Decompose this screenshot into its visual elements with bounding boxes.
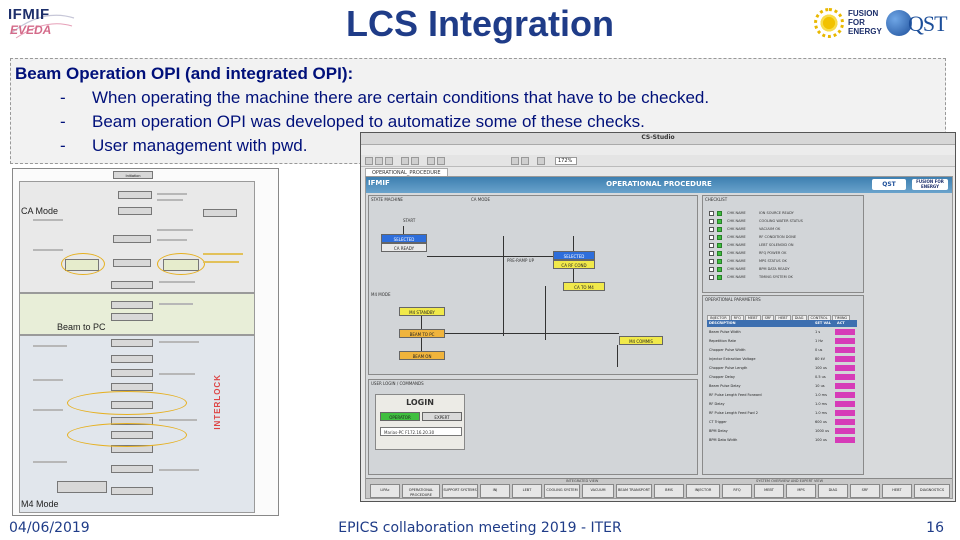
cs-studio-window-title: CS-Studio bbox=[641, 134, 675, 141]
f4e-logo-text: FUSION FOR ENERGY bbox=[848, 9, 882, 36]
state-ca-ready[interactable]: CA READY bbox=[381, 243, 427, 252]
state-m4-standby[interactable]: M4 STANDBY bbox=[399, 307, 445, 316]
check-desc: ION SOURCE READY bbox=[759, 211, 794, 215]
flowchart-note bbox=[157, 229, 193, 231]
parameter-row bbox=[707, 436, 857, 445]
nav-tab-mps[interactable]: MPS bbox=[786, 484, 816, 498]
param-alarm-indicator bbox=[835, 428, 855, 434]
content-heading: Beam Operation OPI (and integrated OPI): bbox=[15, 64, 354, 83]
flowchart-note bbox=[157, 199, 183, 201]
checklist-row bbox=[709, 226, 839, 234]
f4e-sun-icon bbox=[814, 8, 844, 38]
param-alarm-indicator bbox=[835, 392, 855, 398]
check-desc: BPM DATA READY bbox=[759, 267, 790, 271]
bullet-marker: - bbox=[60, 88, 66, 107]
flowchart-note bbox=[159, 373, 195, 375]
flowchart-note bbox=[203, 253, 243, 255]
flowchart-beam-to-pc-label: Beam to PC bbox=[57, 322, 106, 332]
nav-tab-injector[interactable]: INJECTOR bbox=[686, 484, 720, 498]
qst-logo-text: QST bbox=[908, 11, 947, 36]
check-name: CHK NAME bbox=[727, 219, 746, 223]
checklist-row bbox=[709, 266, 839, 274]
state-ca-rf-cond[interactable]: CA RF COND bbox=[553, 260, 595, 269]
state-wire bbox=[545, 286, 546, 340]
footer-page-number: 16 bbox=[926, 520, 944, 536]
param-alarm-indicator bbox=[835, 347, 855, 353]
state-machine-panel bbox=[368, 195, 698, 375]
flowchart-note bbox=[157, 239, 187, 241]
checklist-row bbox=[709, 210, 839, 218]
toolbar-button[interactable] bbox=[375, 157, 383, 165]
nav-tab-rfq[interactable]: RFQ bbox=[722, 484, 752, 498]
parameter-row bbox=[707, 391, 857, 400]
state-machine-label: STATE MACHINE bbox=[371, 197, 403, 202]
flowchart-highlight bbox=[157, 253, 205, 275]
param-value[interactable]: 100 us bbox=[815, 366, 827, 370]
nav-tab-operational-procedure[interactable]: OPERATIONAL PROCEDURE bbox=[402, 484, 440, 498]
param-alarm-indicator bbox=[835, 410, 855, 416]
bullet-marker: - bbox=[60, 136, 66, 155]
status-led-icon bbox=[717, 267, 722, 272]
parameter-row bbox=[707, 427, 857, 436]
parameter-row bbox=[707, 400, 857, 409]
expert-button[interactable]: EXPERT bbox=[422, 412, 462, 421]
footer-date: 04/06/2019 bbox=[9, 520, 90, 536]
status-led-icon bbox=[717, 275, 722, 280]
param-name: Repetition Rate bbox=[709, 339, 736, 343]
toolbar-button[interactable] bbox=[401, 157, 409, 165]
check-name: CHK NAME bbox=[727, 227, 746, 231]
nav-tab-bms[interactable]: BMS bbox=[654, 484, 684, 498]
login-title: LOGIN bbox=[406, 398, 434, 407]
status-led-icon bbox=[717, 211, 722, 216]
param-tab[interactable]: SRF bbox=[762, 315, 775, 322]
param-value[interactable]: 10 us bbox=[815, 384, 825, 388]
state-m4-commission[interactable]: M4 COMMIS bbox=[619, 336, 663, 345]
checklist-row bbox=[709, 250, 839, 258]
operator-button[interactable]: OPERATOR bbox=[380, 412, 420, 421]
flowchart-step-box bbox=[118, 191, 152, 199]
user-login-panel bbox=[368, 379, 698, 475]
nav-tab-cooling-system[interactable]: COOLING SYSTEM bbox=[544, 484, 580, 498]
checkbox[interactable] bbox=[709, 219, 714, 224]
param-value[interactable]: 1.0 ms bbox=[815, 402, 827, 406]
flowchart-step-box bbox=[113, 235, 151, 243]
bullet-text: User management with pwd. bbox=[92, 136, 308, 155]
opi-qst-logo: QST bbox=[872, 179, 906, 190]
param-name: Chopper Delay bbox=[709, 375, 735, 379]
flowchart-note bbox=[33, 219, 63, 221]
checklist-row bbox=[709, 274, 839, 282]
flowchart-note bbox=[159, 419, 197, 421]
param-header-val: SET VAL bbox=[815, 321, 831, 325]
flowchart-note bbox=[159, 341, 199, 343]
nav-tab-diagnostics[interactable]: DIAGNOSTICS bbox=[914, 484, 950, 498]
nav-tab-support-systems[interactable]: SUPPORT SYSTEMS bbox=[442, 484, 478, 498]
checkbox[interactable] bbox=[709, 211, 714, 216]
param-alarm-indicator bbox=[835, 419, 855, 425]
param-tab[interactable]: MEBT bbox=[745, 315, 761, 322]
param-value[interactable]: 1 Hz bbox=[815, 339, 823, 343]
param-value[interactable]: 80 kV bbox=[815, 357, 825, 361]
bullet-item bbox=[60, 88, 709, 112]
slide-title: LCS Integration bbox=[346, 3, 614, 44]
parameter-row bbox=[707, 355, 857, 364]
param-value[interactable]: 0.5 us bbox=[815, 375, 826, 379]
login-box bbox=[375, 394, 465, 450]
parameter-row bbox=[707, 409, 857, 418]
checkbox[interactable] bbox=[709, 275, 714, 280]
checklist-row bbox=[709, 218, 839, 226]
checklist-label: CHECKLIST bbox=[705, 197, 728, 202]
state-wire bbox=[617, 345, 618, 367]
flowchart-note bbox=[33, 461, 67, 463]
nav-group-integrated: INTEGRATED VIEW bbox=[566, 479, 599, 483]
toolbar-button[interactable] bbox=[411, 157, 419, 165]
eveda-logo-text: EVEDA bbox=[10, 23, 52, 37]
param-tab[interactable]: HEBT bbox=[775, 315, 790, 322]
parameter-row bbox=[707, 337, 857, 346]
status-led-icon bbox=[717, 219, 722, 224]
param-name: Beam Pulse Delay bbox=[709, 384, 741, 388]
checkbox[interactable] bbox=[709, 235, 714, 240]
flowchart-step-box bbox=[203, 209, 237, 217]
param-name: Beam Pulse Width bbox=[709, 330, 741, 334]
state-pre-ramp-up: PRE-RAMP UP bbox=[507, 258, 534, 263]
state-beam-to-pc[interactable]: BEAM TO PC bbox=[399, 329, 445, 338]
checklist-row bbox=[709, 258, 839, 266]
param-name: Chopper Pulse Width bbox=[709, 348, 746, 352]
nav-group-system-overview: SYSTEM OVERVIEW AND EXPERT VIEW bbox=[756, 479, 824, 483]
param-name: Chopper Pulse Length bbox=[709, 366, 748, 370]
param-alarm-indicator bbox=[835, 329, 855, 335]
flowchart-step-box bbox=[111, 369, 153, 377]
state-wire bbox=[573, 269, 574, 282]
check-desc: COOLING WATER STATUS bbox=[759, 219, 803, 223]
state-wire bbox=[573, 236, 574, 251]
toolbar-button[interactable] bbox=[511, 157, 519, 165]
login-host-field[interactable]: Marias-PC F172.16.20.30 bbox=[380, 427, 462, 436]
nav-tab-beam-transport[interactable]: BEAM TRANSPORT bbox=[616, 484, 652, 498]
check-name: CHK NAME bbox=[727, 259, 746, 263]
status-led-icon bbox=[717, 243, 722, 248]
bullet-text: Beam operation OPI was developed to automatize some of these checks. bbox=[92, 112, 645, 131]
param-alarm-indicator bbox=[835, 356, 855, 362]
status-led-icon bbox=[717, 235, 722, 240]
param-alarm-indicator bbox=[835, 401, 855, 407]
cs-studio-titlebar bbox=[361, 133, 955, 145]
status-led-icon bbox=[717, 259, 722, 264]
check-desc: MPS STATUS OK bbox=[759, 259, 787, 263]
state-beam-on[interactable]: BEAM ON bbox=[399, 351, 445, 360]
parameter-row bbox=[707, 328, 857, 337]
state-wire bbox=[421, 316, 422, 329]
parameter-row bbox=[707, 364, 857, 373]
toolbar-button[interactable] bbox=[385, 157, 393, 165]
bullet-text: When operating the machine there are certain conditions that have to be checked. bbox=[92, 88, 710, 107]
flowchart-note bbox=[33, 249, 63, 251]
check-name: CHK NAME bbox=[727, 243, 746, 247]
flowchart-initiation-box: Initiation bbox=[113, 171, 153, 179]
param-name: BPM Delay bbox=[709, 429, 728, 433]
opi-banner bbox=[366, 177, 952, 193]
param-alarm-indicator bbox=[835, 437, 855, 443]
checkbox[interactable] bbox=[709, 259, 714, 264]
footer-event: EPICS collaboration meeting 2019 - ITER bbox=[338, 520, 622, 536]
parameter-tabs bbox=[707, 304, 851, 320]
check-name: CHK NAME bbox=[727, 267, 746, 271]
toolbar-button[interactable] bbox=[427, 157, 435, 165]
param-name: RF Pulse Length Feed Fwd 2 bbox=[709, 411, 758, 415]
param-tab[interactable]: RFQ bbox=[731, 315, 744, 322]
flowchart-step-box bbox=[111, 383, 153, 391]
param-alarm-indicator bbox=[835, 338, 855, 344]
flowchart-step-box bbox=[111, 487, 153, 495]
flowchart-highlight bbox=[61, 253, 105, 275]
param-value[interactable]: 600 us bbox=[815, 420, 827, 424]
flowchart-step-box bbox=[111, 281, 153, 289]
toolbar-button[interactable] bbox=[521, 157, 529, 165]
toolbar-button[interactable] bbox=[365, 157, 373, 165]
checkbox[interactable] bbox=[709, 243, 714, 248]
param-header-desc: DESCRIPTION bbox=[709, 321, 736, 325]
check-name: CHK NAME bbox=[727, 211, 746, 215]
check-desc: TIMING SYSTEM OK bbox=[759, 275, 793, 279]
flowchart-side-box bbox=[57, 481, 107, 493]
flowchart-note bbox=[157, 193, 187, 195]
nav-tab-inj[interactable]: INJ bbox=[480, 484, 510, 498]
param-header-act: ACT bbox=[837, 321, 845, 325]
state-ca-to-m4[interactable]: CA TO M4 bbox=[563, 282, 605, 291]
flowchart-note bbox=[203, 261, 239, 263]
qst-logo bbox=[886, 10, 956, 38]
ca-mode-label: CA MODE bbox=[471, 197, 491, 202]
state-wire bbox=[403, 226, 404, 234]
check-desc: VACUUM OK bbox=[759, 227, 781, 231]
checklist-row bbox=[709, 234, 839, 242]
nav-tab-lebt[interactable]: LEBT bbox=[512, 484, 542, 498]
bullet-marker: - bbox=[60, 112, 66, 131]
checklist-row bbox=[709, 242, 839, 250]
checkbox[interactable] bbox=[709, 227, 714, 232]
operational-flowchart bbox=[12, 168, 279, 516]
param-value[interactable]: 0 us bbox=[815, 348, 823, 352]
flowchart-ca-mode-label: CA Mode bbox=[21, 206, 59, 216]
flowchart-note bbox=[159, 281, 195, 283]
parameter-row bbox=[707, 418, 857, 427]
param-name: BPM Data Width bbox=[709, 438, 738, 442]
flowchart-step-box bbox=[111, 339, 153, 347]
param-name: RF Pulse Length Feed Forward bbox=[709, 393, 762, 397]
fusion-for-energy-logo bbox=[814, 8, 884, 40]
check-name: CHK NAME bbox=[727, 251, 746, 255]
nav-tab-vacuum[interactable]: VACUUM bbox=[582, 484, 614, 498]
parameter-table-header bbox=[707, 320, 857, 327]
param-alarm-indicator bbox=[835, 374, 855, 380]
check-desc: RFQ POWER OK bbox=[759, 251, 787, 255]
parameter-row bbox=[707, 346, 857, 355]
flowchart-note bbox=[159, 303, 193, 305]
check-desc: LEBT SOLENOID ON bbox=[759, 243, 794, 247]
parameter-row bbox=[707, 382, 857, 391]
flowchart-step-box bbox=[111, 355, 153, 363]
param-name: Injector Extraction Voltage bbox=[709, 357, 756, 361]
nav-tab-srf[interactable]: SRF bbox=[850, 484, 880, 498]
flowchart-interlock-label: INTERLOCK bbox=[213, 374, 222, 430]
flowchart-highlight bbox=[67, 423, 187, 447]
checklist-panel bbox=[702, 195, 864, 293]
ifmif-logo-text: IFMIF bbox=[8, 6, 50, 23]
param-alarm-indicator bbox=[835, 365, 855, 371]
flowchart-highlight bbox=[67, 391, 187, 415]
m4-mode-label: M4 MODE bbox=[371, 292, 391, 297]
nav-tab-hebt[interactable]: HEBT bbox=[882, 484, 912, 498]
state-selected[interactable]: SELECTED bbox=[381, 234, 427, 243]
param-value[interactable]: 1 s bbox=[815, 330, 821, 334]
parameters-label: OPERATIONAL PARAMETERS bbox=[705, 297, 761, 302]
zoom-select[interactable]: 172% bbox=[555, 157, 577, 165]
toolbar-button[interactable] bbox=[537, 157, 545, 165]
param-tab[interactable]: DIAG bbox=[792, 315, 807, 322]
user-login-label: USER LOGIN / COMMANDS bbox=[371, 381, 424, 386]
param-tab[interactable]: CONTROL bbox=[808, 315, 831, 322]
nav-tab-diag[interactable]: DIAG bbox=[818, 484, 848, 498]
opi-canvas bbox=[365, 176, 953, 499]
flowchart-step-box bbox=[118, 207, 152, 215]
param-name: RF Delay bbox=[709, 402, 725, 406]
flowchart-step-box bbox=[113, 259, 151, 267]
parameter-row bbox=[707, 373, 857, 382]
opi-title: OPERATIONAL PROCEDURE bbox=[606, 180, 712, 188]
state-wire bbox=[421, 338, 422, 351]
opi-ifmif-logo: IFMIF bbox=[368, 179, 390, 187]
opi-f4e-logo: FUSION FOR ENERGY bbox=[912, 179, 948, 190]
flowchart-note bbox=[33, 409, 63, 411]
flowchart-step-box bbox=[111, 301, 153, 309]
param-tab[interactable]: TIMING bbox=[832, 315, 851, 322]
cs-studio-toolbar bbox=[361, 155, 955, 167]
state-selected[interactable]: SELECTED bbox=[553, 251, 595, 260]
state-wire bbox=[445, 333, 619, 334]
param-value[interactable]: 1000 us bbox=[815, 429, 830, 433]
check-desc: RF CONDITION DONE bbox=[759, 235, 797, 239]
status-led-icon bbox=[717, 227, 722, 232]
flowchart-m4-mode-label: M4 Mode bbox=[21, 499, 59, 509]
check-name: CHK NAME bbox=[727, 235, 746, 239]
status-led-icon bbox=[717, 251, 722, 256]
check-name: CHK NAME bbox=[727, 275, 746, 279]
tab-operational-procedure[interactable]: OPERATIONAL_PROCEDURE bbox=[365, 168, 448, 176]
opi-navigation-bar bbox=[366, 478, 952, 498]
checkbox[interactable] bbox=[709, 267, 714, 272]
flowchart-note bbox=[33, 345, 67, 347]
param-value[interactable]: 100 us bbox=[815, 438, 827, 442]
state-start: START bbox=[403, 218, 416, 223]
cs-studio-window bbox=[360, 132, 956, 502]
param-tab[interactable]: INJECTOR bbox=[707, 315, 730, 322]
checkbox[interactable] bbox=[709, 251, 714, 256]
nav-tab-lipac[interactable]: LIPAc bbox=[370, 484, 400, 498]
toolbar-button[interactable] bbox=[437, 157, 445, 165]
state-wire bbox=[503, 236, 504, 336]
nav-tab-mebt[interactable]: MEBT bbox=[754, 484, 784, 498]
flowchart-step-box bbox=[111, 465, 153, 473]
flowchart-note bbox=[159, 469, 199, 471]
cs-studio-menubar bbox=[361, 145, 955, 155]
parameters-panel bbox=[702, 295, 864, 475]
param-name: CT Trigger bbox=[709, 420, 727, 424]
state-wire bbox=[427, 256, 553, 257]
param-value[interactable]: 1.0 ms bbox=[815, 393, 827, 397]
flowchart-step-box bbox=[111, 313, 153, 321]
param-value[interactable]: 1.0 ms bbox=[815, 411, 827, 415]
param-alarm-indicator bbox=[835, 383, 855, 389]
flowchart-note bbox=[33, 379, 63, 381]
